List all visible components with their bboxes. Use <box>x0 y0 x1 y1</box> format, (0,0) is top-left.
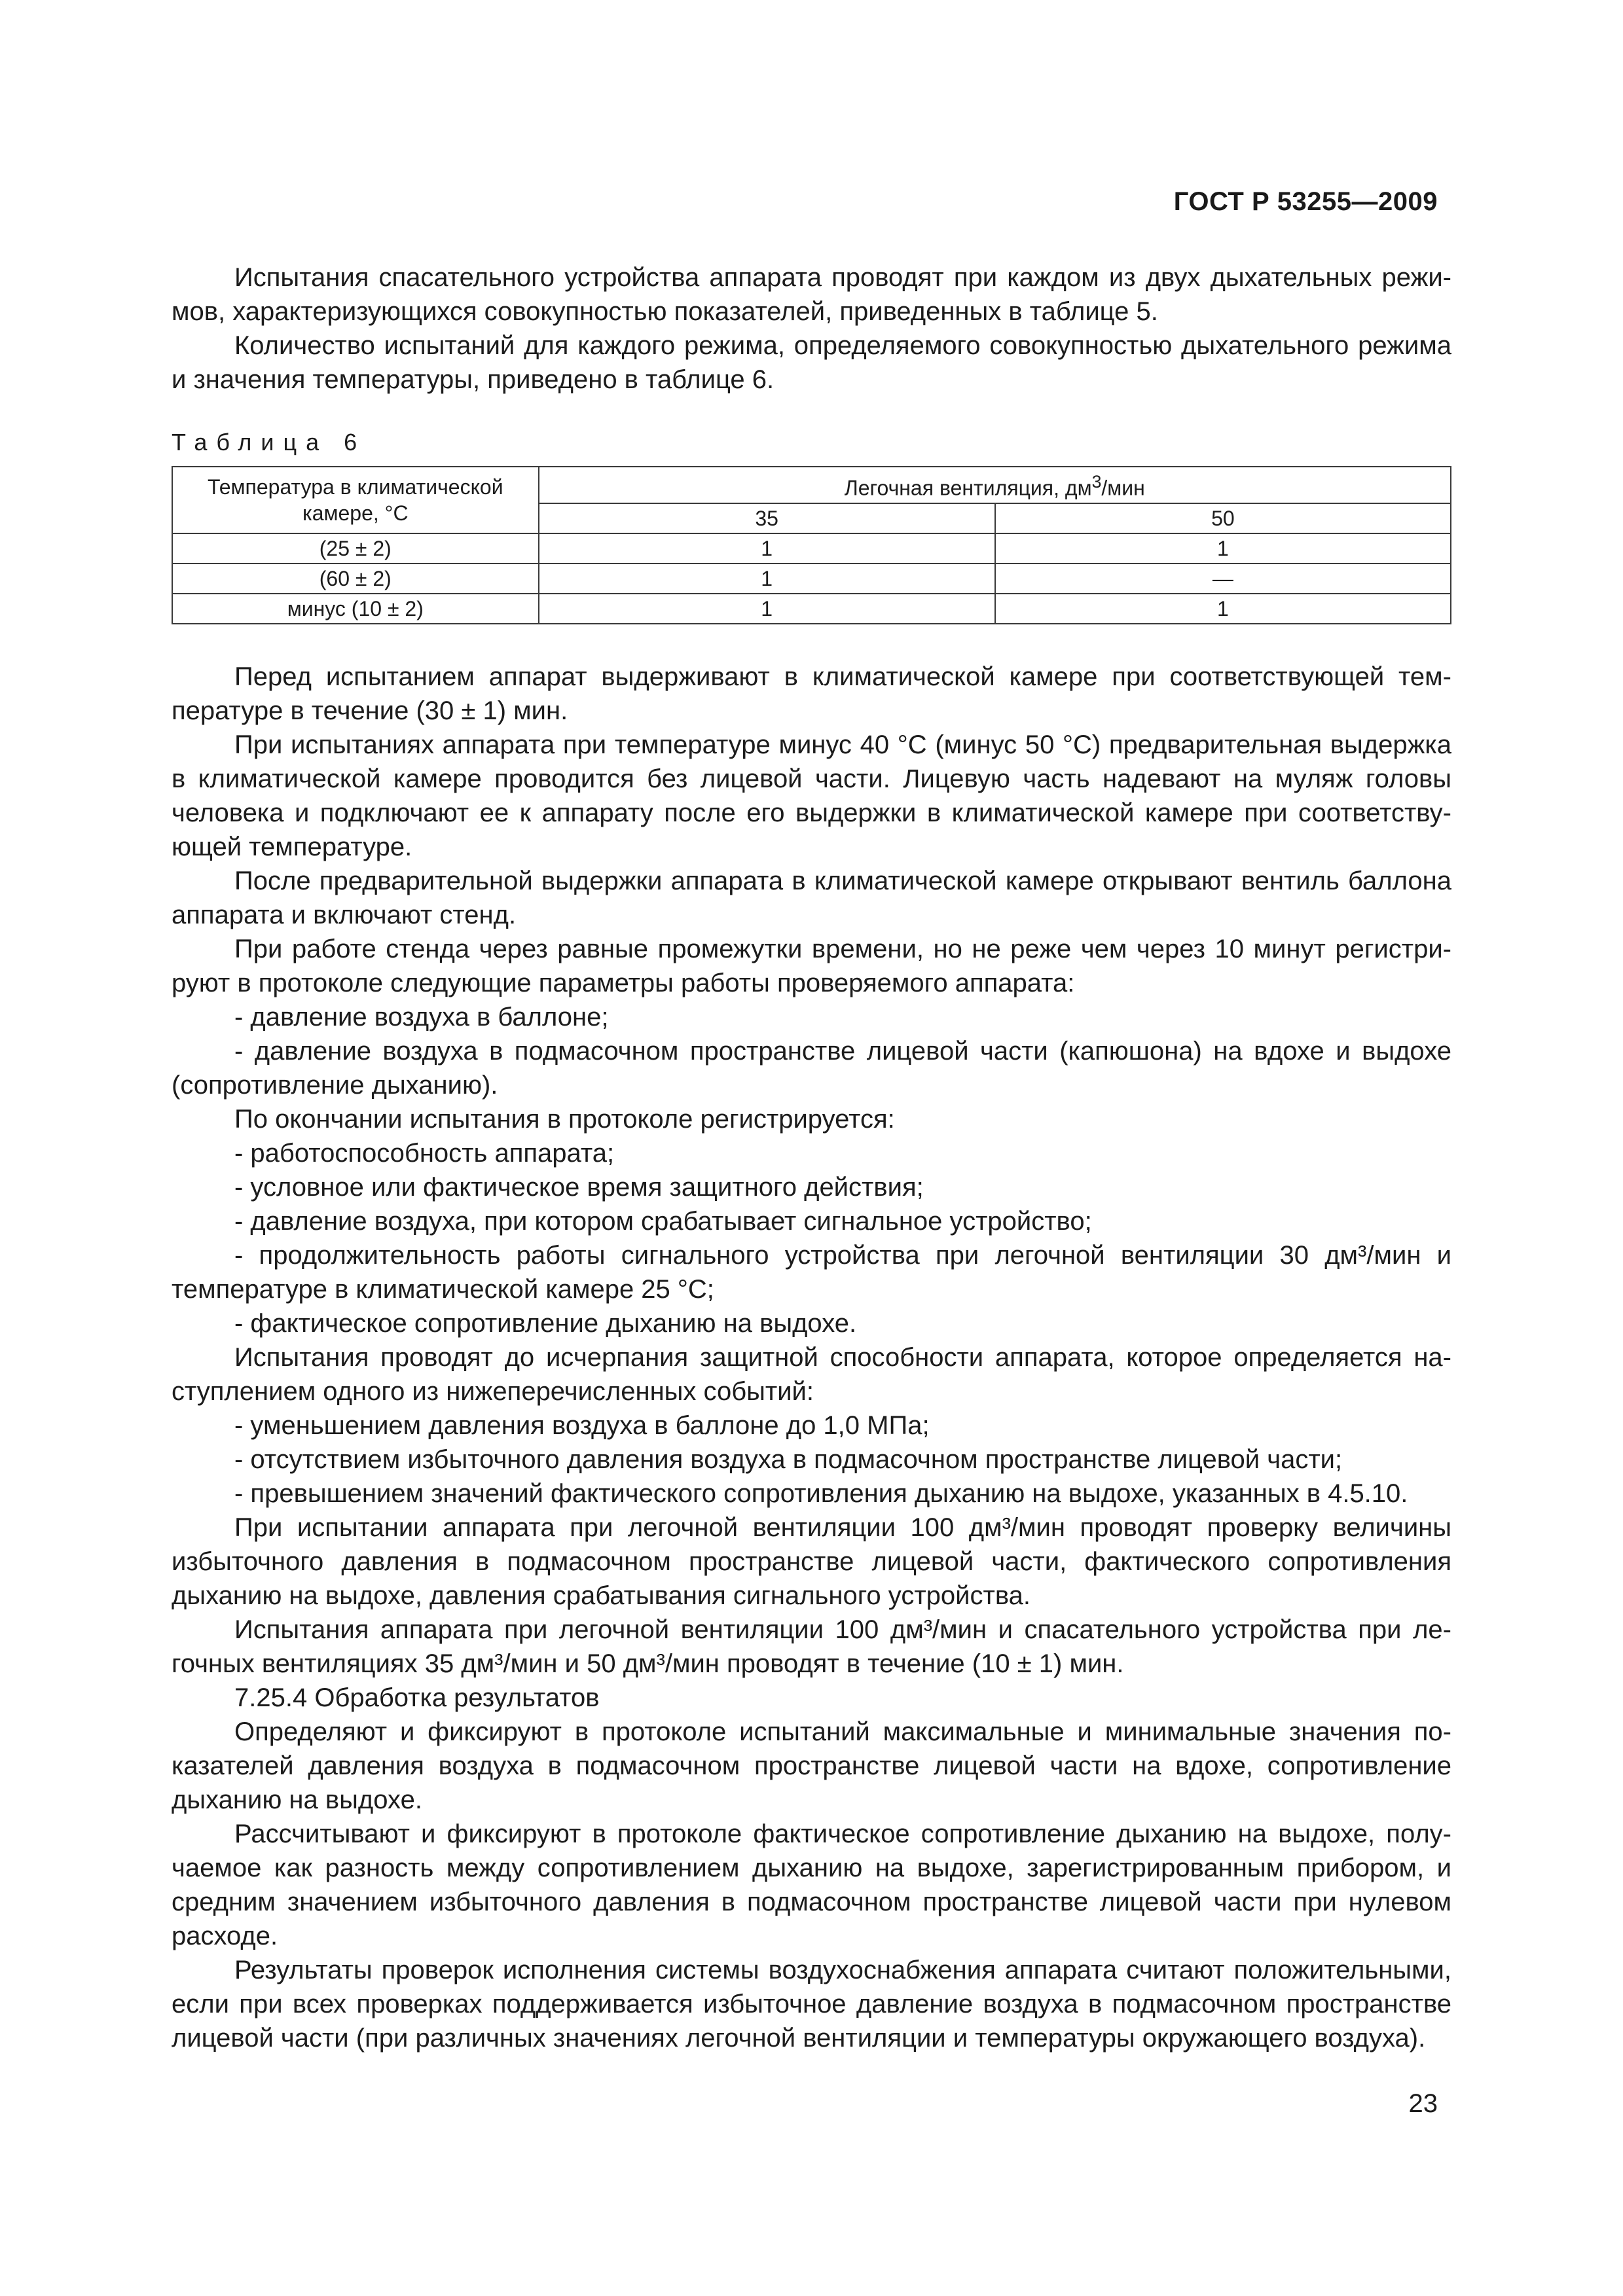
cell-temperature: минус (10 ± 2) <box>172 594 539 624</box>
cell-v35: 1 <box>539 594 995 624</box>
body-text <box>172 660 1451 2055</box>
header-col-35: 35 <box>539 503 995 533</box>
section-heading: 7.25.4 Обработка результатов <box>234 1683 600 1712</box>
page-number: 23 <box>1408 2089 1438 2118</box>
body-paragraph: После предварительной выдержки аппарата в климатической камере открывают вентиль баллона аппарата и включают стенд. <box>172 866 1451 929</box>
cell-v35: 1 <box>539 533 995 564</box>
list-item: - отсутствием избыточного давления воздуха в подмасочном пространстве лицевой части; <box>234 1444 1343 1474</box>
header-ventilation-cell <box>539 467 1451 503</box>
body-paragraph: Перед испытанием аппарат выдерживают в климатической камере при соответствующей температуре в течение (30 ± 1) мин. <box>172 662 1451 725</box>
header-ventilation-sup: 3 <box>1091 472 1102 492</box>
page-content <box>172 260 1451 2055</box>
body-paragraph: Результаты проверок исполнения системы воздухоснабжения аппарата считают положительными, если при всех проверках поддерживается избыточное давление воздуха в подмасочном пространстве лицевой части (при различных значениях легочной вентиляции и температуры окружающего воздуха). <box>172 1955 1451 2053</box>
body-paragraph: Рассчитывают и фиксируют в протоколе фактическое сопротивление дыханию на выдохе, получаемое как разность между сопротивлением дыханию на выдохе, зарегистрированным прибором, и средним значением избыточного давления в подмасочном пространстве лицевой части при нулевом расходе. <box>172 1819 1451 1950</box>
cell-temperature: (25 ± 2) <box>172 533 539 564</box>
list-item: - давление воздуха, при котором срабатывает сигнальное устройство; <box>234 1206 1092 1236</box>
list-item: - уменьшением давления воздуха в баллоне до 1,0 МПа; <box>234 1410 930 1440</box>
body-paragraph: При испытании аппарата при легочной вентиляции 100 дм³/мин проводят проверку величины избыточного давления в подмасочном пространстве лицевой части, фактического сопротивления дыханию на выдохе, давления срабатывания сигнального устройства. <box>172 1513 1451 1610</box>
header-ventilation-prefix: Легочная вентиляция, дм <box>844 476 1092 500</box>
header-ventilation-suffix: /мин <box>1101 476 1145 500</box>
table-row <box>172 533 1451 564</box>
cell-temperature: (60 ± 2) <box>172 564 539 594</box>
intro-paragraph-2: Количество испытаний для каждого режима, определяемого совокупностью дыхательного режима и значения температуры, приведено в таблице 6. <box>172 331 1451 394</box>
cell-v35: 1 <box>539 564 995 594</box>
list-item: - работоспособность аппарата; <box>234 1138 615 1168</box>
body-paragraph: Испытания аппарата при легочной вентиляции 100 дм³/мин и спасательного устройства при легочных вентиляциях 35 дм³/мин и 50 дм³/мин проводят в течение (10 ± 1) мин. <box>172 1615 1451 1678</box>
cell-v50: — <box>995 564 1451 594</box>
list-item: - давление воздуха в подмасочном пространстве лицевой части (капюшона) на вдохе и выдохе (сопротивление дыханию). <box>172 1036 1451 1100</box>
body-paragraph: Испытания проводят до исчерпания защитной способности аппарата, которое определяется наступлением одного из нижеперечисленных событий: <box>172 1342 1451 1406</box>
document-code-header: ГОСТ Р 53255—2009 <box>1173 187 1438 216</box>
header-col-50: 50 <box>995 503 1451 533</box>
cell-v50: 1 <box>995 594 1451 624</box>
list-item: - продолжительность работы сигнального устройства при легочной вентиляции 30 дм³/мин и температуре в климатической камере 25 °С; <box>172 1240 1451 1304</box>
cell-v50: 1 <box>995 533 1451 564</box>
table-row <box>172 594 1451 624</box>
intro-paragraph-1: Испытания спасательного устройства аппарата проводят при каждом из двух дыхательных режимов, характеризующихся совокупностью показателей, приведенных в таблице 5. <box>172 263 1451 326</box>
table-header-row <box>172 467 1451 503</box>
body-paragraph: По окончании испытания в протоколе регистрируется: <box>234 1104 895 1134</box>
body-paragraph: При работе стенда через равные промежутки времени, но не реже чем через 10 минут регистрируют в протоколе следующие параметры работы проверяемого аппарата: <box>172 934 1451 997</box>
ventilation-test-table <box>172 466 1451 624</box>
list-item: - фактическое сопротивление дыханию на выдохе. <box>234 1308 857 1338</box>
body-paragraph: При испытаниях аппарата при температуре минус 40 °С (минус 50 °С) предварительная выдержка в климатической камере проводится без лицевой части. Лицевую часть надевают на муляж головы человека и подключают ее к аппарату после его выдержки в климатической камере при соответствующей температуре. <box>172 730 1451 861</box>
table-caption: Таблица 6 <box>172 429 367 456</box>
table-row <box>172 564 1451 594</box>
list-item: - давление воздуха в баллоне; <box>234 1002 609 1031</box>
body-paragraph: Определяют и фиксируют в протоколе испытаний максимальные и минимальные значения показателей давления воздуха в подмасочном пространстве лицевой части на вдохе, сопротивление дыханию на выдохе. <box>172 1717 1451 1814</box>
header-temperature-cell: Температура в климатической камере, °С <box>172 467 539 533</box>
list-item: - условное или фактическое время защитного действия; <box>234 1172 924 1202</box>
list-item: - превышением значений фактического сопротивления дыханию на выдохе, указанных в 4.5.10. <box>234 1479 1408 1508</box>
